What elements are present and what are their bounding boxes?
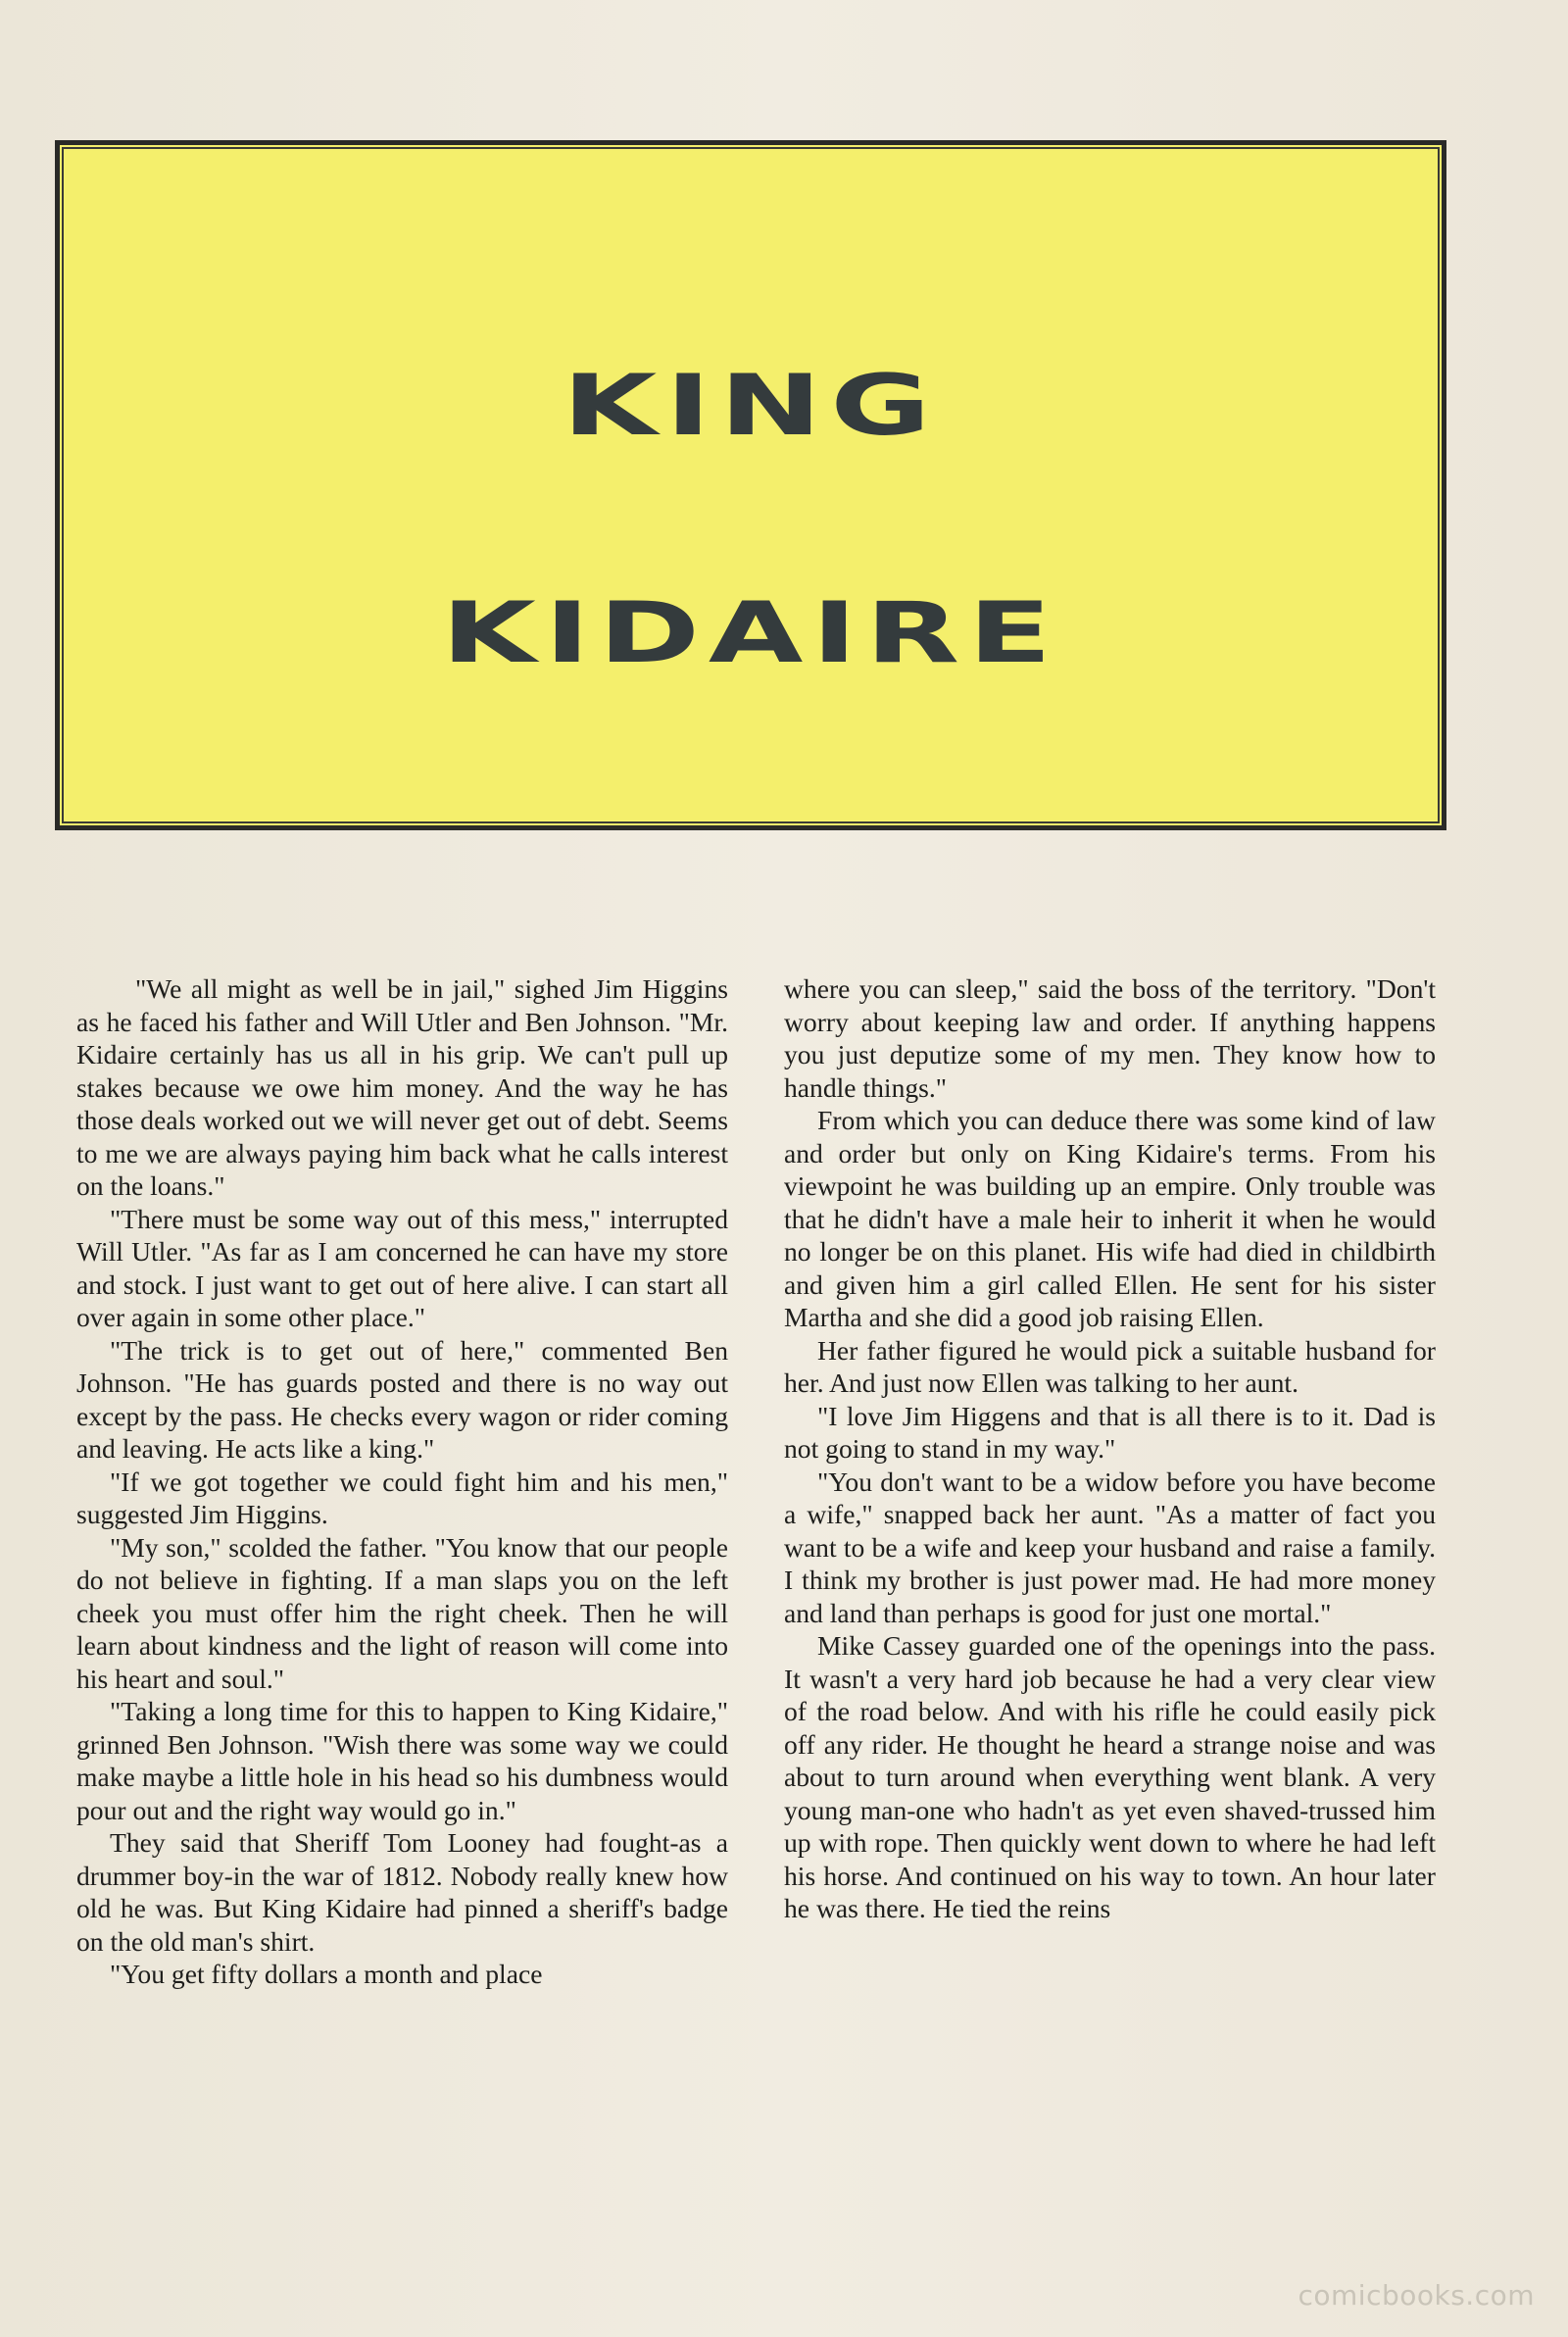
title-line-kidaire: KIDAIRE xyxy=(441,584,1060,682)
story-paragraph: "My son," scolded the father. "You know that our people do not believe in fighting. If a man slaps you on the left cheek you must offer him the right cheek. Then he will learn about kindness and the light of reason will come into his heart and soul." xyxy=(76,1531,728,1694)
story-paragraph: "If we got together we could fight him and his men," suggested Jim Higgins. xyxy=(76,1466,728,1529)
title-panel xyxy=(55,140,1446,830)
story-column-left xyxy=(76,972,728,1991)
story-paragraph: Mike Cassey guarded one of the openings into the pass. It wasn't a very hard job because he had a very clear view of the road below. And with his rifle he could easily pick off any rider. He thought he heard a strange noise and was about to turn around when everything went blank. A very young man-one who hadn't as yet even shaved-trussed him up with rope. Then quickly went down to where he had left his horse. And continued on his way to town. An hour later he was there. He tied the reins xyxy=(784,1630,1436,1923)
story-paragraph: "Taking a long time for this to happen to King Kidaire," grinned Ben Johnson. "Wish there was some way we could make maybe a little hole in his head so his dumbness would pour out and the right way would go in." xyxy=(76,1696,728,1825)
title-line-king: KING xyxy=(562,357,940,455)
story-paragraph: From which you can deduce there was some kind of law and order but only on King Kidaire's terms. From his viewpoint he was building up an empire. Only trouble was that he didn't have a male heir to inherit it when he would no longer be on this planet. His wife had died in childbirth and given him a girl called Ellen. He sent for his sister Martha and she did a good job raising Ellen. xyxy=(784,1105,1436,1332)
story-paragraph: "There must be some way out of this mess," interrupted Will Utler. "As far as I am concerned he can have my store and stock. I just want to get out of here alive. I can start all over again in some other place." xyxy=(76,1203,728,1332)
story-paragraph: "I love Jim Higgens and that is all there is to it. Dad is not going to stand in my way." xyxy=(784,1400,1436,1464)
story-paragraph: where you can sleep," said the boss of the territory. "Don't worry about keeping law and order. If anything happens you just deputize some of my men. They know how to handle things." xyxy=(784,973,1436,1103)
story-paragraph: "We all might as well be in jail," sighed Jim Higgins as he faced his father and Will Utler and Ben Johnson. "Mr. Kidaire certainly has us all in his grip. We can't pull up stakes because we owe him money. And the way he has those deals worked out we will never get out of debt. Seems to me we are always paying him back what he calls interest on the loans." xyxy=(76,973,728,1201)
story-paragraph: "You get fifty dollars a month and place xyxy=(110,1959,543,1989)
site-watermark: comicbooks.com xyxy=(1298,2279,1535,2312)
story-paragraph: "You don't want to be a widow before you have become a wife," snapped back her aunt. "As a matter of fact you want to be a wife and keep your husband and raise a family. I think my brother is just power mad. He had more money and land than perhaps is good for just one mortal." xyxy=(784,1466,1436,1628)
story-paragraph: They said that Sheriff Tom Looney had fought-as a drummer boy-in the war of 1812. Nobody really knew how old he was. But King Kidaire had pinned a sheriff's badge on the old man's shirt. xyxy=(76,1827,728,1957)
story-paragraph: Her father figured he would pick a suitable husband for her. And just now Ellen was talking to her aunt. xyxy=(784,1334,1436,1398)
story-paragraph: "The trick is to get out of here," commented Ben Johnson. "He has guards posted and there is no way out except by the pass. He checks every wagon or rider coming and leaving. He acts like a king." xyxy=(76,1334,728,1464)
story-column-right xyxy=(784,972,1436,1925)
